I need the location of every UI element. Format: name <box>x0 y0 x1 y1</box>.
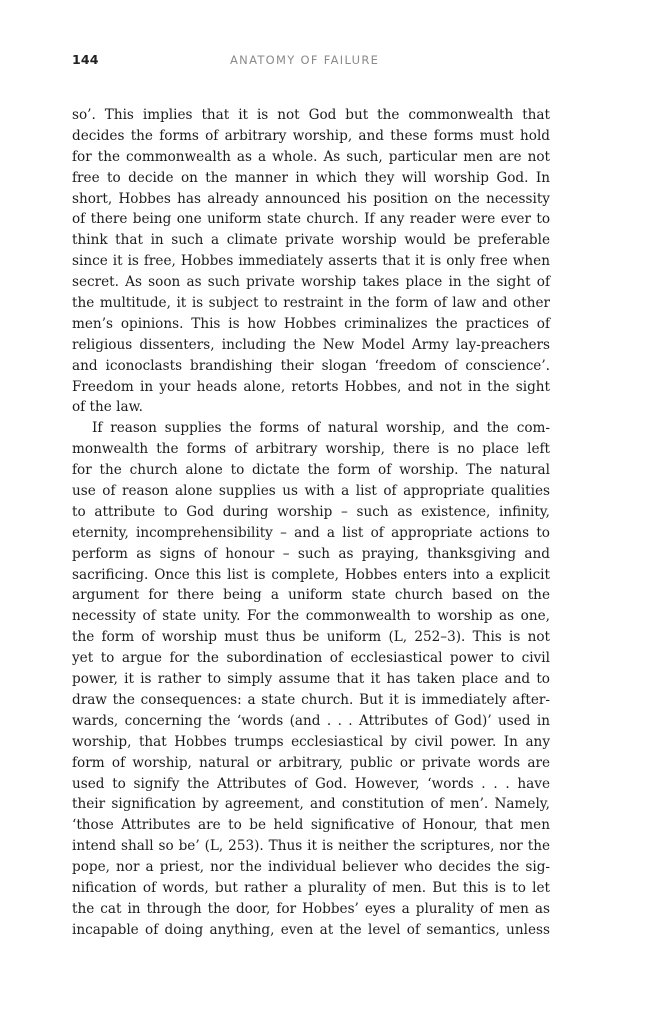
text-line: draw the consequences: a state church. But it is immediately after- <box>72 691 550 708</box>
text-line: for the commonwealth as a whole. As such, particular men are not <box>72 148 550 165</box>
text-line: think that in such a climate private worship would be preferable <box>72 232 550 249</box>
running-head <box>72 52 552 74</box>
text-line: nification of words, but rather a plurality of men. But this is to let <box>72 879 550 896</box>
text-line: wards, concerning the ‘words (and . . . Attributes of God)’ used in <box>72 712 550 729</box>
text-line: intend shall so be’ (L, 253). Thus it is neither the scriptures, nor the <box>72 838 550 855</box>
text-line: secret. As soon as such private worship takes place in the sight of <box>72 274 550 291</box>
text-line: perform as signs of honour – such as praying, thanksgiving and <box>72 545 550 562</box>
text-line: worship, that Hobbes trumps ecclesiastical by civil power. In any <box>72 733 550 750</box>
text-line: the cat in through the door, for Hobbes’ eyes a plurality of men as <box>72 900 550 917</box>
text-line: yet to argue for the subordination of ecclesiastical power to civil <box>72 650 550 667</box>
text-line: and iconoclasts brandishing their slogan ‘freedom of conscience’. <box>72 357 550 374</box>
paragraph-start-line: If reason supplies the forms of natural worship, and the com- <box>92 420 550 437</box>
text-line: power, it is rather to simply assume that it has taken place and to <box>72 671 550 688</box>
text-line: argument for there being a uniform state church based on the <box>72 587 550 604</box>
paragraph-end-line: of the law. <box>72 399 143 416</box>
text-line: form of worship, natural or arbitrary, public or private words are <box>72 754 550 771</box>
text-line: monwealth the forms of arbitrary worship, there is no place left <box>72 441 550 458</box>
text-line: Freedom in your heads alone, retorts Hobbes, and not in the sight <box>72 378 550 395</box>
running-title: ANATOMY OF FAILURE <box>230 53 380 67</box>
text-line: men’s opinions. This is how Hobbes criminalizes the practices of <box>72 315 550 332</box>
text-line: pope, nor a priest, nor the individual believer who decides the sig- <box>72 859 550 876</box>
text-line: since it is free, Hobbes immediately asserts that it is only free when <box>72 253 550 270</box>
text-line: the form of worship must thus be uniform (L, 252–3). This is not <box>72 629 550 646</box>
text-line: necessity of state unity. For the commonwealth to worship as one, <box>72 608 550 625</box>
text-line: ‘those Attributes are to be held significative of Honour, that men <box>72 817 550 834</box>
text-line: eternity, incomprehensibility – and a list of appropriate actions to <box>72 524 550 541</box>
text-line: sacrificing. Once this list is complete, Hobbes enters into a explicit <box>72 566 550 583</box>
text-line: religious dissenters, including the New Model Army lay-preachers <box>72 336 550 353</box>
text-line: short, Hobbes has already announced his position on the necessity <box>72 190 550 207</box>
text-line: to attribute to God during worship – such as existence, infinity, <box>72 503 550 520</box>
body-text <box>72 105 550 941</box>
text-line: used to signify the Attributes of God. However, ‘words . . . have <box>72 775 550 792</box>
text-line: use of reason alone supplies us with a list of appropriate qualities <box>72 483 550 500</box>
text-line: for the church alone to dictate the form of worship. The natural <box>72 462 550 479</box>
text-line: decides the forms of arbitrary worship, and these forms must hold <box>72 127 550 144</box>
page-number: 144 <box>72 52 99 67</box>
text-line: of there being one uniform state church. If any reader were ever to <box>72 211 550 228</box>
text-line: their signification by agreement, and constitution of men’. Namely, <box>72 796 550 813</box>
text-line: the multitude, it is subject to restraint in the form of law and other <box>72 295 550 312</box>
text-line: incapable of doing anything, even at the level of semantics, unless <box>72 921 550 938</box>
text-line: so’. This implies that it is not God but the commonwealth that <box>72 107 550 123</box>
text-line: free to decide on the manner in which they will worship God. In <box>72 169 550 186</box>
